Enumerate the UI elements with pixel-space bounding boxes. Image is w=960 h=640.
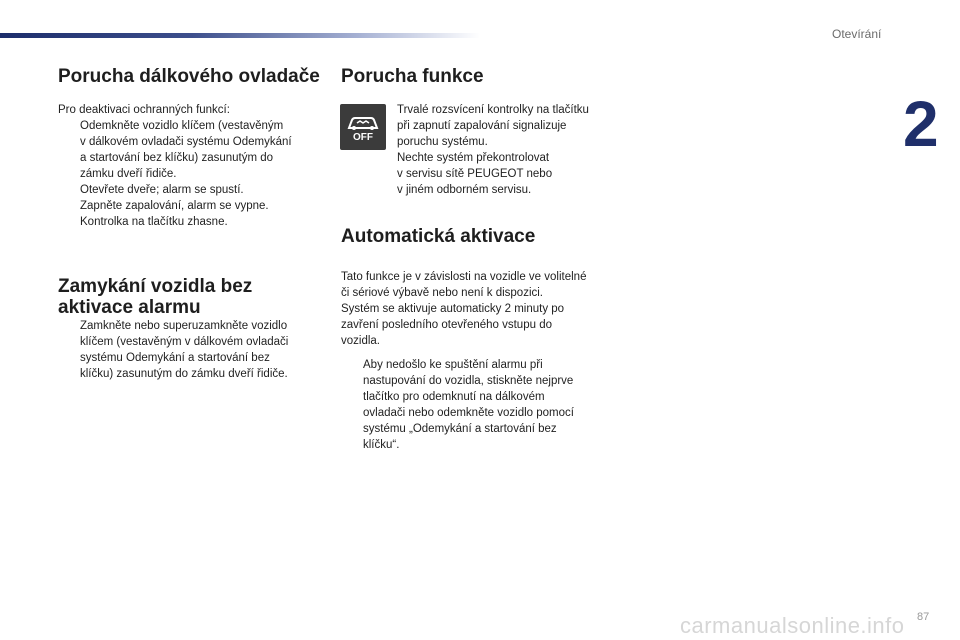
bullet-line: Odemkněte vozidlo klíčem (vestavěným: [80, 120, 284, 132]
bullet-line: Zapněte zapalování, alarm se vypne.: [80, 200, 269, 212]
section-label: Otevírání: [832, 27, 882, 41]
bullet-line: systému „Odemykání a startování bez: [363, 423, 557, 435]
car-outline-icon: [340, 104, 386, 150]
text-line: v servisu sítě PEUGEOT nebo: [397, 168, 553, 180]
text-line: zavření posledního otevřeného vstupu do: [341, 319, 552, 331]
text-line: vozidla.: [341, 335, 380, 347]
list-item: [58, 182, 328, 198]
text-line: v jiném odborném servisu.: [397, 184, 532, 196]
bullet-line: nastupování do vozidla, stiskněte nejprve: [363, 375, 574, 387]
bullet-line: Aby nedošlo ke spuštění alarmu při: [363, 359, 543, 371]
bullet-line: klíčku“.: [363, 439, 400, 451]
function-fault-title: Porucha funkce: [341, 66, 484, 87]
text-line: Trvalé rozsvícení kontrolky na tlačítku: [397, 104, 589, 116]
text-line: Systém se aktivuje automaticky 2 minuty po: [341, 303, 565, 315]
bullet-line: klíčku) zasunutým do zámku dveří řidiče.: [80, 368, 288, 380]
list-item: [58, 198, 328, 230]
bullet-line: klíčem (vestavěným v dálkovém ovladači: [80, 336, 289, 348]
text-line: Tato funkce je v závislosti na vozidle ve volitelné: [341, 271, 587, 283]
text-line: Nechte systém překontrolovat: [397, 152, 550, 164]
list-item: [58, 318, 328, 382]
auto-activation-paragraph: [341, 269, 621, 349]
page-number: 87: [917, 611, 930, 623]
alarm-off-icon: [340, 104, 386, 150]
bullet-line: zámku dveří řidiče.: [80, 168, 177, 180]
icon-off-label: OFF: [353, 132, 373, 143]
remote-fault-intro: Pro deaktivaci ochranných funkcí:: [58, 104, 230, 116]
list-item: [58, 118, 328, 182]
bullet-line: Kontrolka na tlačítku zhasne.: [80, 216, 228, 228]
watermark: carmanualsonline.info: [680, 613, 905, 638]
list-item: [341, 357, 621, 453]
text-line: či sériové výbavě nebo není k dispozici.: [341, 287, 543, 299]
title-line: aktivace alarmu: [58, 297, 201, 318]
text-line: poruchu systému.: [397, 136, 488, 148]
bullet-line: Zamkněte nebo superuzamkněte vozidlo: [80, 320, 288, 332]
bullet-line: a startování bez klíčku) zasunutým do: [80, 152, 274, 164]
text-line: při zapnutí zapalování signalizuje: [397, 120, 567, 132]
remote-fault-title: Porucha dálkového ovladače: [58, 66, 320, 87]
title-line: Zamykání vozidla bez: [58, 276, 253, 297]
auto-activation-title: Automatická aktivace: [341, 226, 536, 247]
bullet-line: systému Odemykání a startování bez: [80, 352, 270, 364]
header-accent-bar: [0, 33, 480, 38]
lock-without-alarm-title: [58, 276, 252, 318]
function-fault-text: [397, 102, 617, 198]
bullet-line: Otevřete dveře; alarm se spustí.: [80, 184, 244, 196]
bullet-line: ovladači nebo odemkněte vozidlo pomocí: [363, 407, 574, 419]
bullet-line: tlačítko pro odemknutí na dálkovém: [363, 391, 545, 403]
chapter-number: 2: [903, 88, 939, 160]
bullet-line: v dálkovém ovladači systému Odemykání: [80, 136, 292, 148]
